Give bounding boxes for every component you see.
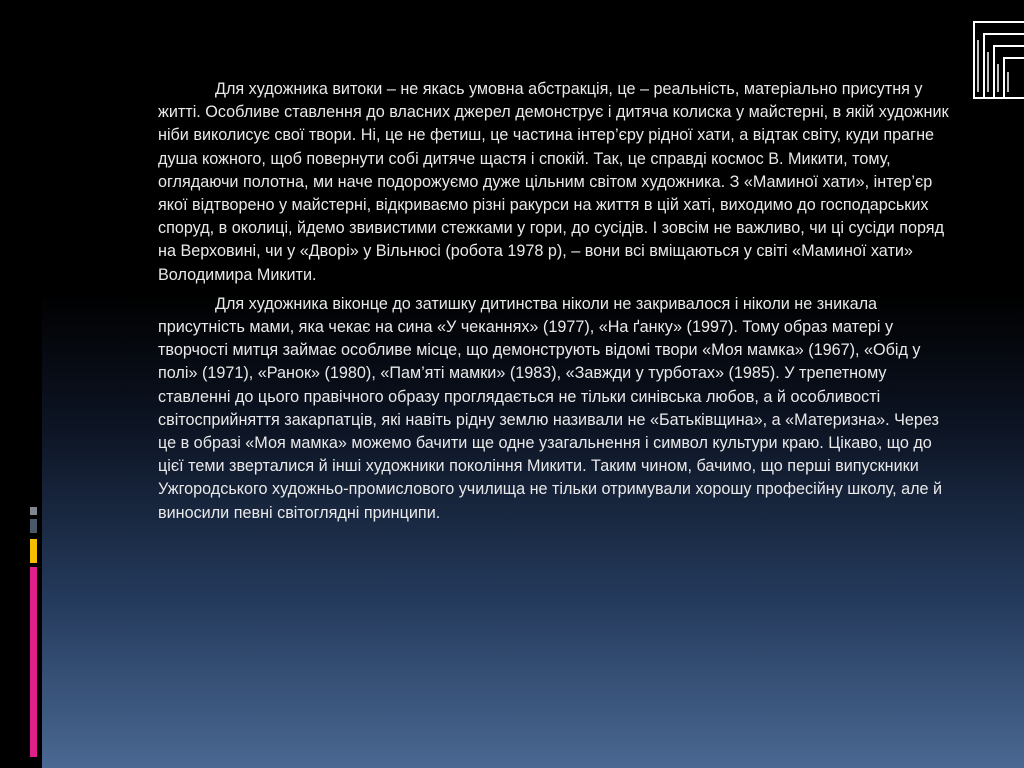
accent-bar-grey — [30, 507, 37, 515]
paragraph-2: Для художника віконце до затишку дитинства ніколи не закривалося і ніколи не зникала присутність мами, яка чекає на сина «У чеканнях» (1977), «На ґанку» (1997). Тому образ матері у творчості митця займає особливе місце, що демонструють відомі твори «Моя мамка» (1967), «Обід у полі» (1971), «Ранок» (1980), «Пам’яті мамки» (1983), «Завжди у турботах» (1985). У трепетному ставленні до цього правічного образу проглядається не тільки синівська любов, а й особливості світосприйняття закарпатців, які навіть рідну землю називали не «Батьківщина», а «Материзна». Через це в образі «Моя мамка» можемо бачити ще одне узагальнення і символ культури краю. Цікаво, що до цієї теми зверталися й інші художники покоління Микити. Таким чином, бачимо, що перші випускники Ужгородського художньо-промислового училища не тільки отримували хорошу професійну школу, але й виносили певні світоглядні принципи. — [158, 294, 943, 522]
accent-bar-yellow — [30, 539, 37, 563]
slide-body — [158, 78, 958, 531]
accent-bar-pink — [30, 567, 37, 757]
paragraph-1: Для художника витоки – не якась умовна абстракція, це – реальність, матеріально присутня у житті. Особливе ставлення до власних джерел демонструє і дитяча колиска у майстерні, в якій художник ніби виколисує свої твори. Ні, це не фетиш, це частина інтер’єру рідної хати, а відтак світу, куди прагне душа кожного, щоб повернути собі дитяче щастя і спокій. Так, це справді космос В. Микити, тому, оглядаючи полотна, ми наче подорожуємо дуже цільним світом художника. З «Маминої хати», інтер’єр якої відтворено у майстерні, відкриваємо різні ракурси на життя в цій хаті, виходимо до господарських споруд, в околиці, йдемо звивистими стежками у гори, до сусідів. І зовсім не важливо, чи ці сусіди поряд на Верховині, чи у «Дворі» у Вільнюсі (робота 1978 р), – вони всі вміщаються у світі «Маминої хати» Володимира Микити. — [158, 80, 949, 284]
accent-bar-slate — [30, 519, 37, 533]
stacked-windows-icon — [960, 0, 1024, 160]
